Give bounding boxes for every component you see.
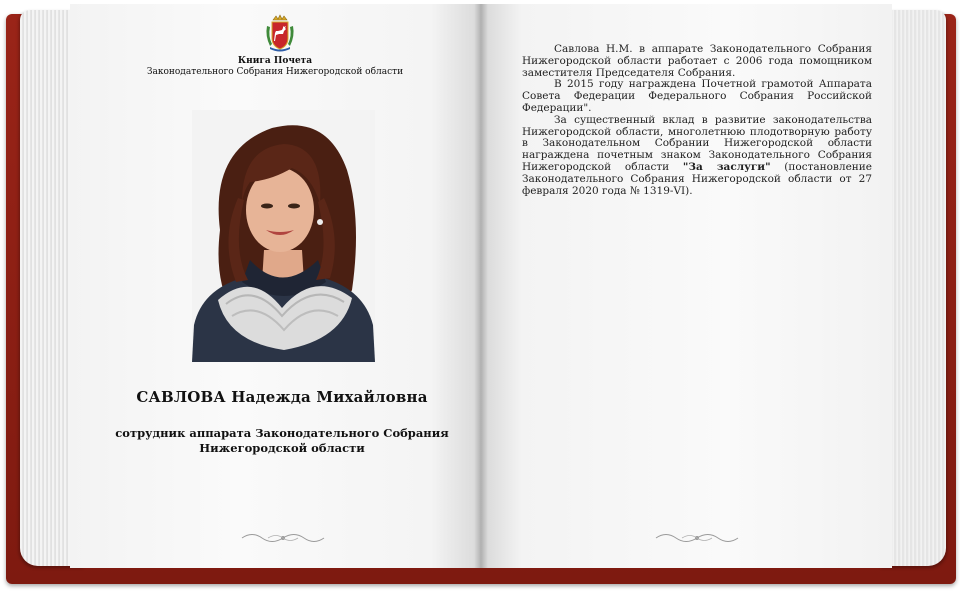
person-role-line-2: Нижегородской области	[199, 441, 365, 455]
biography-paragraph-3	[522, 115, 872, 198]
person-role	[70, 426, 494, 456]
book-title	[70, 56, 480, 78]
person-name: САВЛОВА Надежда Михайловна	[136, 388, 428, 406]
biography-text	[522, 44, 872, 197]
book-spine-shadow	[474, 4, 488, 568]
award-name: "За заслуги"	[682, 160, 771, 173]
book-title-line-1: Книга Почета	[237, 56, 313, 66]
right-page-ornament-icon	[652, 530, 742, 546]
biography-paragraph-2: В 2015 году награждена Почетной грамотой Аппарата Совета Федерации Федерального Собрания Российской Федерации".	[522, 78, 872, 114]
portrait-photo	[192, 110, 375, 362]
book-title-line-2: Законодательного Собрания Нижегородской области	[146, 67, 404, 77]
person-role-line-1: сотрудник аппарата Законодательного Собрания	[115, 426, 449, 440]
coat-of-arms-icon	[264, 14, 296, 52]
biography-paragraph-3-tail: (постановление Законодательного Собрания Нижегородской области от 27 февраля 2020 года № 1319-VI).	[522, 160, 872, 197]
biography-paragraph-3-text: За существенный вклад в развитие законодательства Нижегородской области, многолетнюю плодотворную работу в Законодательном Собрании Нижегородской области награждена почетным знаком Законодательного Собрания Нижегородской области	[522, 113, 872, 173]
biography-paragraph-1: Савлова Н.М. в аппарате Законодательного Собрания Нижегородской области работает с 2006 года помощником заместителя Председателя Собрания.	[522, 43, 872, 79]
left-page-ornament-icon	[238, 530, 328, 546]
